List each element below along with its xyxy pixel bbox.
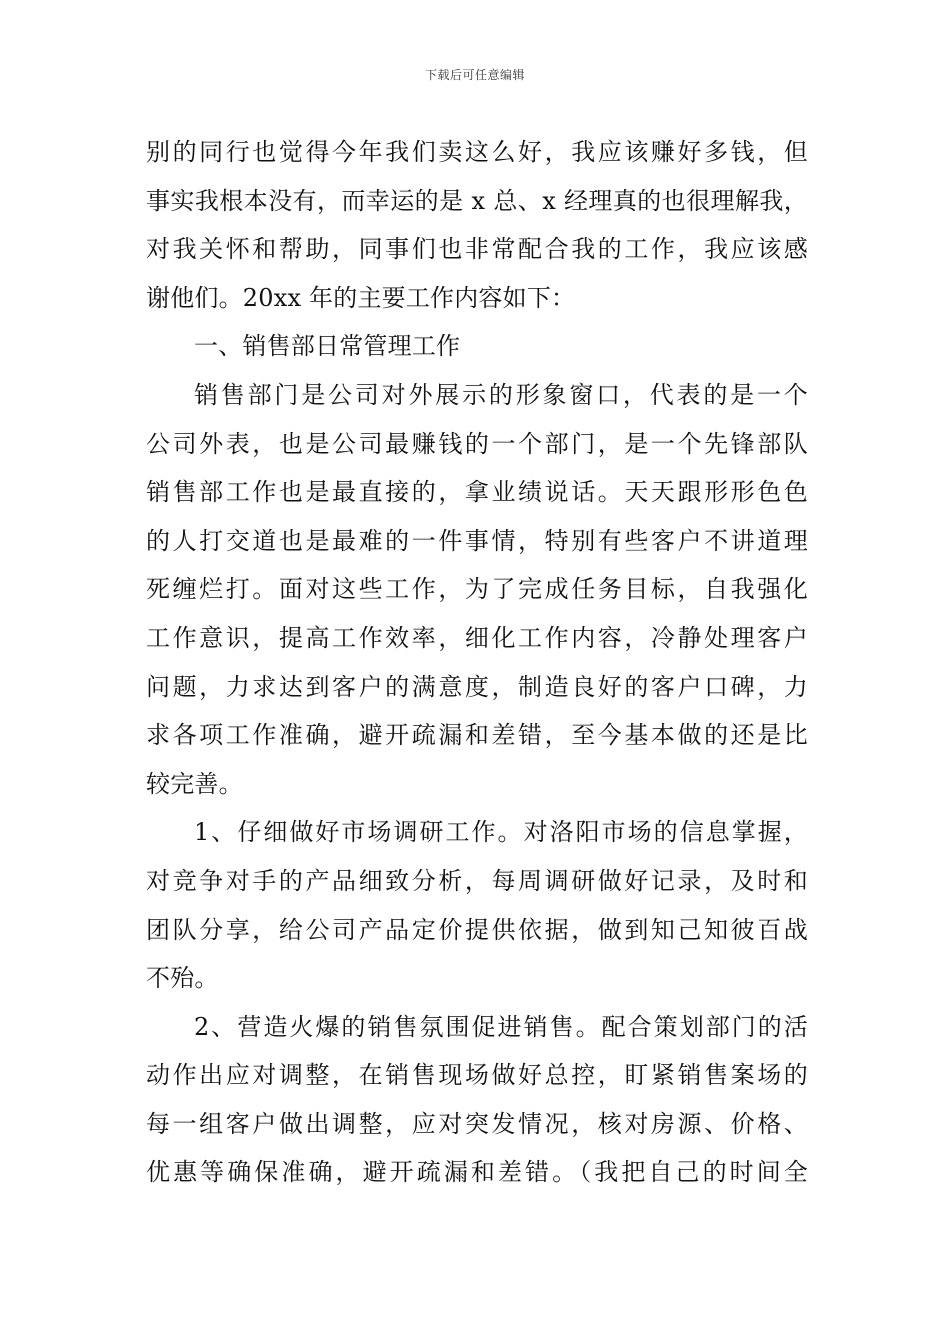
text-line: 销售部门是公司对外展示的形象窗口，代表的是一个 — [194, 380, 808, 409]
text-line: 别的同行也觉得今年我们卖这么好，我应该赚好多钱，但 — [146, 138, 808, 166]
text-line: 问题，力求达到客户的满意度，制造良好的客户口碑，力 — [146, 672, 808, 701]
text-line: 公司外表，也是公司最赚钱的一个部门，是一个先锋部队 — [146, 429, 808, 458]
text-line: 不殆。 — [146, 964, 219, 993]
text-line: 谢他们。20xx 年的主要工作内容如下： — [146, 283, 576, 312]
text-line: 每一组客户做出调整，应对突发情况，核对房源、价格、 — [146, 1109, 808, 1138]
text-line: 团队分享，给公司产品定价提供依据，做到知己知彼百战 — [146, 915, 808, 944]
section-heading: 一、销售部日常管理工作 — [194, 332, 461, 361]
text-line: 死缠烂打。面对这些工作，为了完成任务目标，自我强化 — [146, 575, 808, 604]
text-line: 的人打交道也是最难的一件事情，特别有些客户不讲道理 — [146, 526, 808, 555]
list-item-line: 1、仔细做好市场调研工作。对洛阳市场的信息掌握， — [194, 818, 808, 847]
text-line: 对我关怀和帮助，同事们也非常配合我的工作，我应该感 — [146, 235, 808, 264]
text-line: 较完善。 — [146, 769, 243, 798]
text-line: 动作出应对调整，在销售现场做好总控，盯紧销售案场的 — [146, 1061, 808, 1090]
list-item-line: 2、营造火爆的销售氛围促进销售。配合策划部门的活 — [194, 1012, 808, 1041]
text-line: 对竞争对手的产品细致分析，每周调研做好记录，及时和 — [146, 866, 808, 895]
text-line: 工作意识，提高工作效率，细化工作内容，冷静处理客户 — [146, 623, 808, 652]
text-line: 事实我根本没有，而幸运的是 x 总、x 经理真的也很理解我， — [146, 186, 808, 215]
text-line: 求各项工作准确，避开疏漏和差错，至今基本做的还是比 — [146, 721, 808, 750]
text-line: 优惠等确保准确，避开疏漏和差错。（我把自己的时间全 — [146, 1158, 808, 1187]
document-body — [146, 128, 808, 1197]
page-header: 下载后可任意编辑 — [424, 68, 525, 82]
text-line: 销售部工作也是最直接的，拿业绩说话。天天跟形形色色 — [146, 478, 808, 507]
